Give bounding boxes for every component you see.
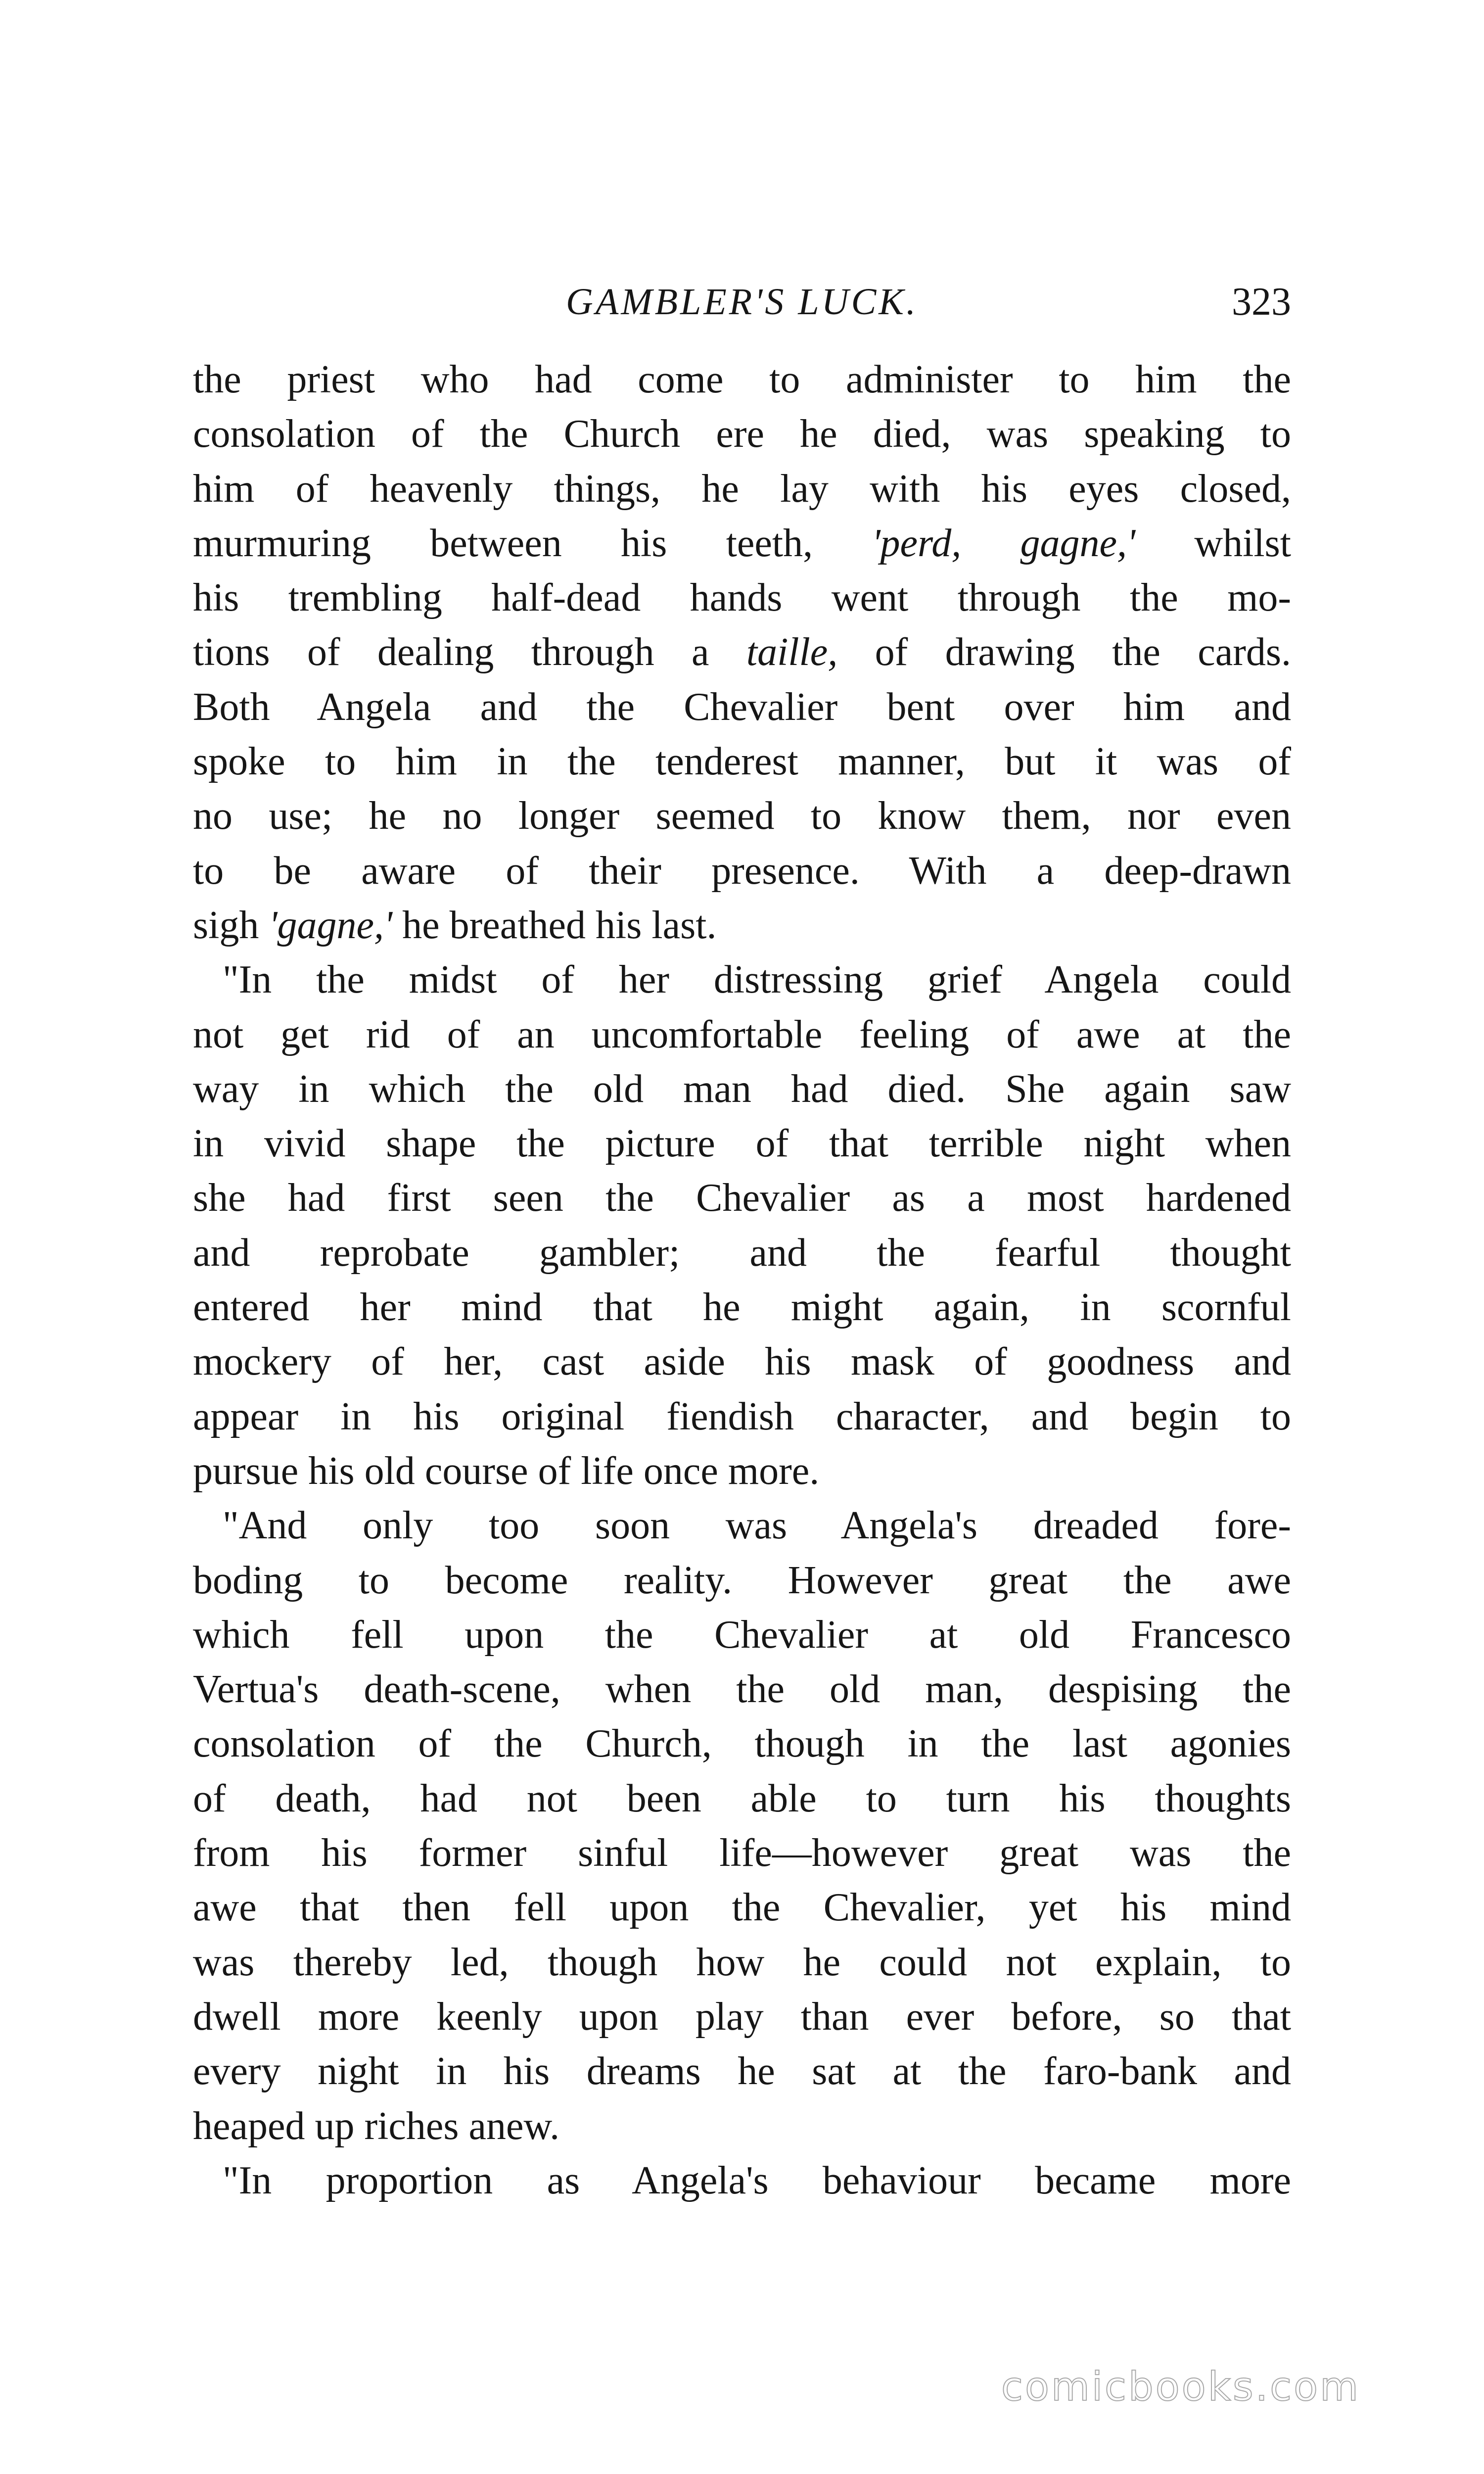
text-line: spoke to him in the tenderest manner, but it was of: [193, 740, 1291, 784]
text-line: boding to become reality. However great the awe: [193, 1558, 1291, 1602]
text-line: she had first seen the Chevalier as a most hardened: [193, 1176, 1291, 1220]
text-line: [193, 625, 1291, 679]
text-line: no use; he no longer seemed to know them, nor even: [193, 794, 1291, 838]
text-line: "In the midst of her distressing grief Angela could: [223, 958, 1291, 1002]
text-line: every night in his dreams he sat at the faro-bank and: [193, 2049, 1291, 2093]
text-line: entered her mind that he might again, in scornful: [193, 1285, 1291, 1330]
text-line: to be aware of their presence. With a deep-drawn: [193, 849, 1291, 893]
text-line: awe that then fell upon the Chevalier, yet his mind: [193, 1886, 1291, 1930]
text-segment: tions of dealing through a: [193, 630, 746, 674]
text-line: Both Angela and the Chevalier bent over him and: [193, 685, 1291, 729]
text-line: from his former sinful life—however great was the: [193, 1831, 1291, 1875]
text-segment: he breathed his last.: [392, 903, 717, 947]
running-title: GAMBLER'S LUCK.: [566, 281, 918, 323]
text-line: "In proportion as Angela's behaviour became more: [223, 2158, 1291, 2202]
italic-text: 'gagne,': [269, 903, 393, 947]
text-segment: of drawing the cards.: [837, 630, 1291, 674]
page-number: 323: [1232, 280, 1291, 324]
text-line: Vertua's death-scene, when the old man, despising the: [193, 1667, 1291, 1712]
text-line: was thereby led, though how he could not explain, to: [193, 1940, 1291, 1984]
text-line: appear in his original fiendish character, and begin to: [193, 1394, 1291, 1438]
italic-text: 'perd, gagne,': [872, 521, 1136, 565]
text-line: and reprobate gambler; and the fearful thought: [193, 1231, 1291, 1275]
text-line: the priest who had come to administer to him the: [193, 358, 1291, 401]
text-line: [193, 516, 1291, 571]
text-line: consolation of the Church, though in the last agonies: [193, 1722, 1291, 1766]
text-line: consolation of the Church ere he died, was speaking to: [193, 412, 1291, 456]
text-line: in vivid shape the picture of that terrible night when: [193, 1122, 1291, 1166]
text-line: mockery of her, cast aside his mask of goodness and: [193, 1340, 1291, 1384]
text-line: of death, had not been able to turn his thoughts: [193, 1776, 1291, 1820]
watermark: comicbooks.com: [1001, 2364, 1360, 2410]
text-line: pursue his old course of life once more.: [193, 1449, 820, 1493]
text-segment: sigh: [193, 903, 269, 947]
text-segment: whilst: [1135, 521, 1291, 565]
text-line: not get rid of an uncomfortable feeling of awe at the: [193, 1012, 1291, 1056]
text-line: which fell upon the Chevalier at old Francesco: [193, 1613, 1291, 1657]
text-line: his trembling half-dead hands went through the mo-: [193, 576, 1291, 620]
text-line: dwell more keenly upon play than ever before, so that: [193, 1995, 1291, 2039]
text-line: [193, 898, 1291, 952]
running-head: [193, 272, 1291, 332]
text-segment: murmuring between his teeth,: [193, 521, 872, 565]
body-text: [193, 352, 1291, 2208]
text-line: way in which the old man had died. She again saw: [193, 1067, 1291, 1111]
text-line: heaped up riches anew.: [193, 2104, 560, 2148]
text-line: him of heavenly things, he lay with his eyes closed,: [193, 467, 1291, 511]
text-line: "And only too soon was Angela's dreaded fore-: [223, 1504, 1291, 1548]
italic-text: taille,: [746, 630, 838, 674]
